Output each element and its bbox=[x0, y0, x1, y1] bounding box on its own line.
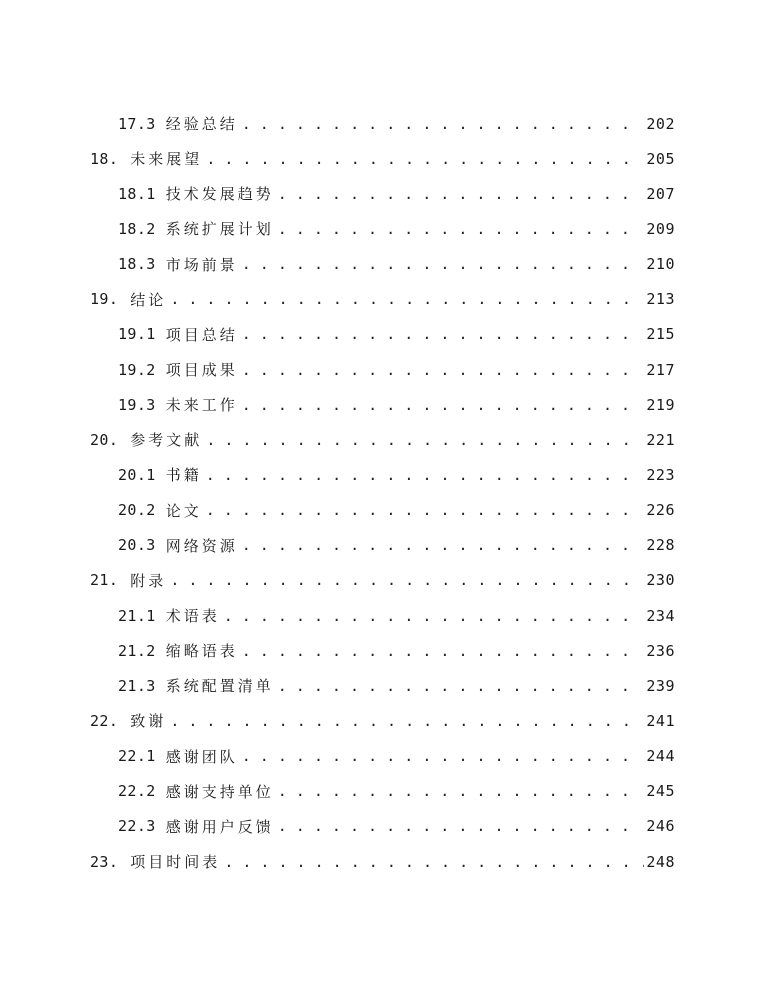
dot-leader bbox=[242, 747, 639, 765]
toc-entry-title: 感谢支持单位 bbox=[165, 782, 274, 801]
toc-entry-title: 缩略语表 bbox=[165, 642, 238, 661]
toc-entry-number: 22.2 bbox=[118, 782, 156, 801]
toc-entry-page: 217 bbox=[646, 360, 675, 379]
toc-entry-number: 17.3 bbox=[118, 114, 156, 133]
toc-entry-20-1[interactable] bbox=[0, 457, 765, 492]
toc-entry-title: 项目时间表 bbox=[130, 853, 221, 872]
toc-entry-23[interactable] bbox=[0, 844, 765, 879]
dot-leader bbox=[224, 853, 644, 871]
dot-leader bbox=[242, 115, 639, 133]
toc-entry-number: 20.2 bbox=[118, 501, 156, 520]
toc-entry-page: 241 bbox=[646, 711, 675, 730]
toc-entry-page: 239 bbox=[646, 676, 675, 695]
toc-entry-page: 209 bbox=[646, 219, 675, 238]
toc-entry-number: 19.3 bbox=[118, 395, 156, 414]
dot-leader bbox=[206, 431, 638, 449]
toc-entry-22-3[interactable] bbox=[0, 809, 765, 844]
toc-entry-18-1[interactable] bbox=[0, 176, 765, 211]
toc-entry-number: 21. bbox=[90, 571, 119, 590]
toc-entry-page: 234 bbox=[646, 606, 675, 625]
toc-entry-title: 书籍 bbox=[165, 466, 202, 485]
toc-entry-title: 系统配置清单 bbox=[165, 677, 274, 696]
toc-entry-title: 项目总结 bbox=[165, 325, 238, 344]
toc-entry-page: 219 bbox=[646, 395, 675, 414]
toc-entry-page: 205 bbox=[646, 149, 675, 168]
dot-leader bbox=[278, 185, 639, 203]
toc-entry-title: 感谢团队 bbox=[165, 747, 238, 766]
dot-leader bbox=[242, 255, 639, 273]
toc-entry-page: 221 bbox=[646, 430, 675, 449]
toc-entry-page: 248 bbox=[646, 852, 675, 871]
toc-entry-21-3[interactable] bbox=[0, 668, 765, 703]
toc-entry-title: 论文 bbox=[165, 501, 202, 520]
toc-entry-page: 215 bbox=[646, 325, 675, 344]
toc-entry-title: 技术发展趋势 bbox=[165, 185, 274, 204]
toc-entry-18-3[interactable] bbox=[0, 247, 765, 282]
toc-entry-page: 207 bbox=[646, 184, 675, 203]
dot-leader bbox=[242, 325, 639, 343]
table-of-contents bbox=[0, 106, 765, 879]
dot-leader bbox=[278, 817, 639, 835]
toc-entry-20-2[interactable] bbox=[0, 493, 765, 528]
toc-entry-21-1[interactable] bbox=[0, 598, 765, 633]
toc-entry-number: 19.2 bbox=[118, 360, 156, 379]
toc-entry-title: 结论 bbox=[130, 290, 167, 309]
toc-entry-22[interactable] bbox=[0, 703, 765, 738]
toc-entry-title: 项目成果 bbox=[165, 361, 238, 380]
toc-entry-19[interactable] bbox=[0, 282, 765, 317]
toc-entry-number: 22.3 bbox=[118, 817, 156, 836]
toc-entry-page: 228 bbox=[646, 536, 675, 555]
dot-leader bbox=[170, 290, 638, 308]
dot-leader bbox=[170, 712, 638, 730]
toc-entry-page: 230 bbox=[646, 571, 675, 590]
dot-leader bbox=[242, 536, 639, 554]
dot-leader bbox=[206, 501, 639, 519]
dot-leader bbox=[242, 361, 639, 379]
dot-leader bbox=[206, 466, 639, 484]
toc-entry-title: 参考文献 bbox=[130, 431, 203, 450]
toc-entry-number: 18.3 bbox=[118, 255, 156, 274]
toc-entry-number: 19.1 bbox=[118, 325, 156, 344]
toc-entry-number: 18.2 bbox=[118, 219, 156, 238]
toc-entry-20[interactable] bbox=[0, 422, 765, 457]
toc-entry-18[interactable] bbox=[0, 141, 765, 176]
toc-entry-18-2[interactable] bbox=[0, 211, 765, 246]
dot-leader bbox=[224, 607, 639, 625]
toc-entry-number: 18. bbox=[90, 149, 119, 168]
toc-entry-page: 213 bbox=[646, 290, 675, 309]
toc-entry-page: 223 bbox=[646, 465, 675, 484]
toc-entry-21-2[interactable] bbox=[0, 633, 765, 668]
toc-entry-title: 市场前景 bbox=[165, 255, 238, 274]
toc-entry-page: 236 bbox=[646, 641, 675, 660]
dot-leader bbox=[278, 782, 639, 800]
toc-entry-title: 未来展望 bbox=[130, 150, 203, 169]
toc-entry-number: 23. bbox=[90, 852, 119, 871]
toc-entry-19-3[interactable] bbox=[0, 387, 765, 422]
dot-leader bbox=[278, 220, 639, 238]
toc-entry-19-2[interactable] bbox=[0, 352, 765, 387]
toc-entry-title: 致谢 bbox=[130, 712, 167, 731]
toc-entry-number: 18.1 bbox=[118, 184, 156, 203]
toc-entry-22-2[interactable] bbox=[0, 774, 765, 809]
toc-entry-number: 20.1 bbox=[118, 465, 156, 484]
toc-entry-number: 21.1 bbox=[118, 606, 156, 625]
dot-leader bbox=[170, 571, 638, 589]
toc-entry-title: 术语表 bbox=[165, 607, 220, 626]
toc-entry-number: 22.1 bbox=[118, 747, 156, 766]
toc-entry-title: 经验总结 bbox=[165, 115, 238, 134]
toc-entry-number: 21.3 bbox=[118, 676, 156, 695]
toc-entry-page: 246 bbox=[646, 817, 675, 836]
toc-entry-page: 210 bbox=[646, 255, 675, 274]
toc-entry-title: 未来工作 bbox=[165, 396, 238, 415]
dot-leader bbox=[206, 150, 638, 168]
toc-entry-17-3[interactable] bbox=[0, 106, 765, 141]
toc-entry-page: 244 bbox=[646, 747, 675, 766]
toc-entry-21[interactable] bbox=[0, 563, 765, 598]
toc-entry-22-1[interactable] bbox=[0, 739, 765, 774]
toc-entry-number: 20.3 bbox=[118, 536, 156, 555]
toc-entry-number: 19. bbox=[90, 290, 119, 309]
toc-entry-19-1[interactable] bbox=[0, 317, 765, 352]
dot-leader bbox=[242, 396, 639, 414]
toc-entry-page: 226 bbox=[646, 501, 675, 520]
toc-entry-number: 22. bbox=[90, 711, 119, 730]
toc-entry-number: 20. bbox=[90, 430, 119, 449]
dot-leader bbox=[278, 677, 639, 695]
toc-entry-page: 245 bbox=[646, 782, 675, 801]
toc-entry-title: 系统扩展计划 bbox=[165, 220, 274, 239]
toc-entry-title: 感谢用户反馈 bbox=[165, 817, 274, 836]
toc-entry-page: 202 bbox=[646, 114, 675, 133]
toc-entry-20-3[interactable] bbox=[0, 528, 765, 563]
dot-leader bbox=[242, 642, 639, 660]
toc-entry-number: 21.2 bbox=[118, 641, 156, 660]
toc-entry-title: 网络资源 bbox=[165, 536, 238, 555]
toc-entry-title: 附录 bbox=[130, 571, 167, 590]
